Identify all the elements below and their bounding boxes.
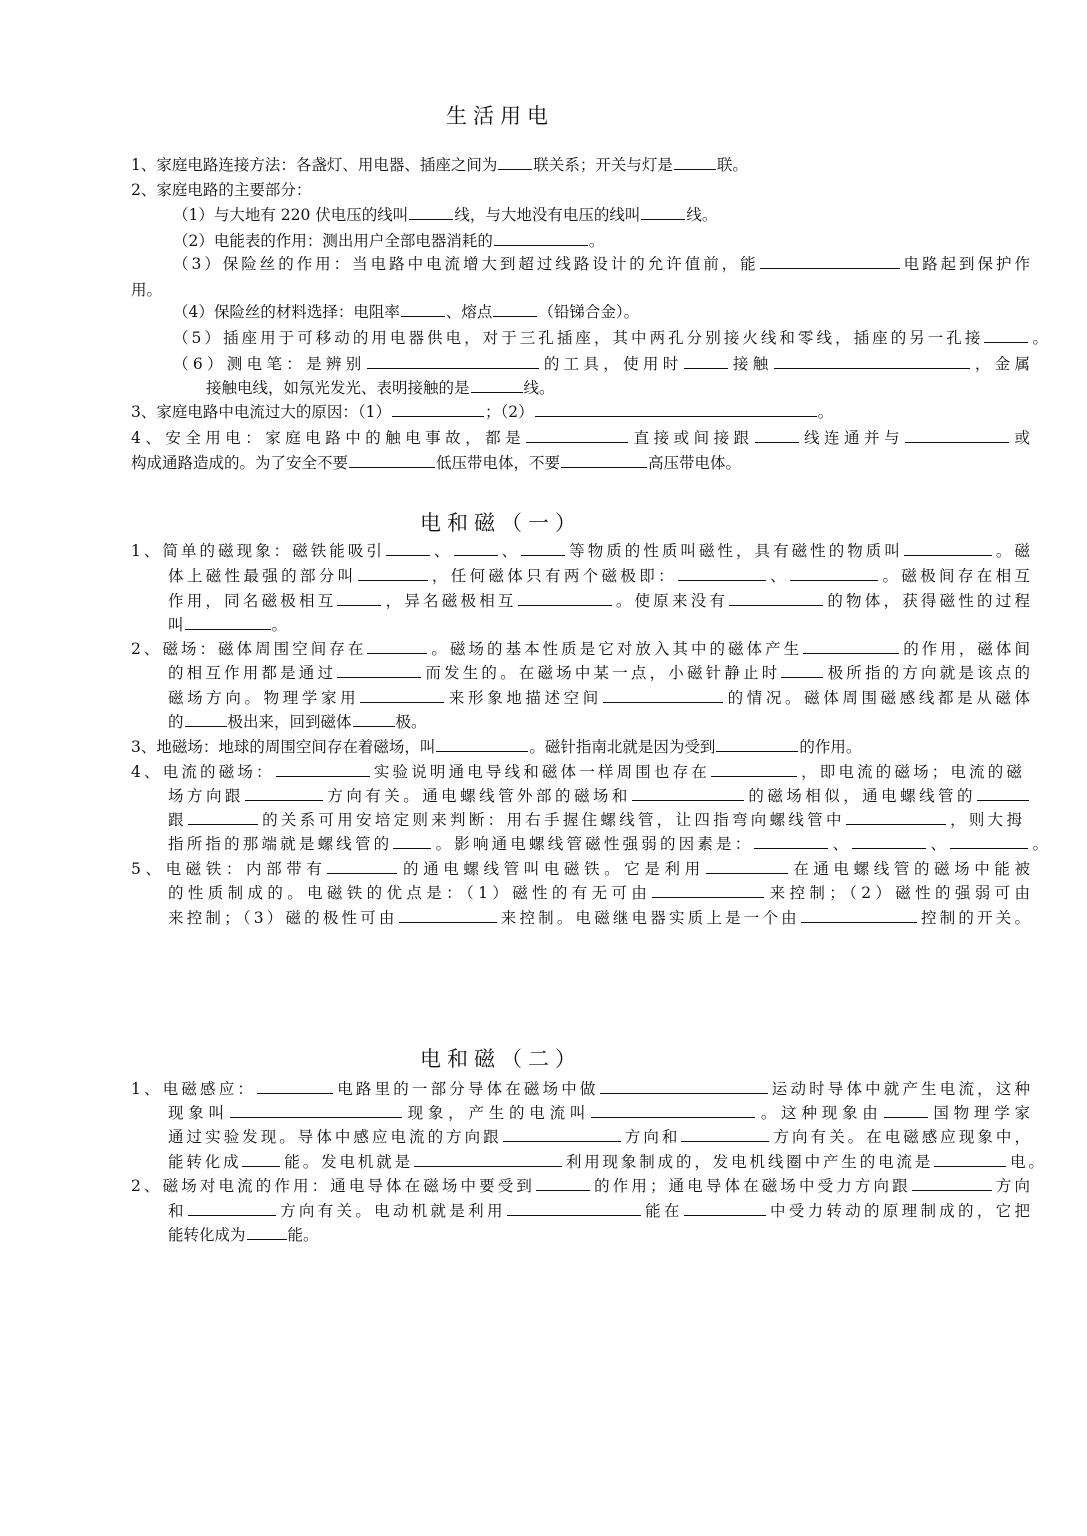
worksheet-line [168, 613, 287, 637]
answer-blank[interactable] [327, 857, 397, 874]
question-text: 、 [766, 567, 790, 585]
worksheet-line [131, 400, 833, 424]
answer-blank[interactable] [494, 229, 588, 246]
question-text: 方向 [992, 1177, 1030, 1195]
answer-blank[interactable] [536, 1174, 590, 1191]
answer-blank[interactable] [507, 1199, 641, 1216]
question-text: 的相互作用都是通过 [168, 664, 337, 682]
answer-blank[interactable] [188, 1199, 276, 1216]
answer-blank[interactable] [245, 784, 323, 801]
answer-blank[interactable] [934, 1150, 1006, 1167]
answer-blank[interactable] [526, 426, 628, 443]
worksheet-line [131, 857, 1030, 881]
question-text: 的 [168, 713, 184, 731]
question-text: 电。 [1007, 1153, 1044, 1171]
answer-blank[interactable] [493, 300, 537, 317]
worksheet-line [168, 686, 1030, 710]
worksheet-line [173, 203, 717, 227]
worksheet-line [131, 153, 748, 177]
answer-blank[interactable] [884, 1101, 928, 1118]
question-text: 1、简单的磁现象：磁铁能吸引 [131, 542, 385, 560]
question-text: 1、电磁感应： [131, 1080, 257, 1098]
question-text: 接触 [728, 355, 773, 373]
question-text: 场方向跟 [168, 787, 244, 805]
answer-blank[interactable] [503, 1125, 621, 1142]
answer-blank[interactable] [185, 710, 227, 727]
question-text: 作用，同名磁极相互 [168, 592, 337, 610]
worksheet-line [168, 589, 1030, 613]
question-text: 2、磁场对电流的作用：通电导体在磁场中要受到 [131, 1177, 536, 1195]
answer-blank[interactable] [230, 1101, 402, 1118]
question-text: 的通电螺线管叫电磁铁。它是利用 [398, 860, 705, 878]
worksheet-line [168, 661, 1030, 685]
answer-blank[interactable] [781, 661, 823, 678]
answer-blank[interactable] [498, 153, 532, 170]
question-text: 。使原来没有 [612, 592, 729, 610]
question-text: 。磁针指南北就是因为受到 [529, 738, 716, 756]
question-text: 、 [829, 835, 852, 853]
answer-blank[interactable] [600, 1077, 768, 1094]
answer-blank[interactable] [706, 857, 788, 874]
answer-blank[interactable] [591, 1101, 755, 1118]
question-text: 来形象地描述空间 [445, 689, 602, 707]
question-text: 用。 [131, 281, 163, 299]
answer-blank[interactable] [471, 376, 523, 393]
question-text: 。 [1029, 835, 1048, 853]
answer-blank[interactable] [247, 1223, 287, 1240]
worksheet-line [168, 1150, 1044, 1174]
answer-blank[interactable] [711, 760, 797, 777]
section-title-household-electricity: 生活用电 [446, 104, 554, 128]
answer-blank[interactable] [852, 832, 926, 849]
question-text: 联。 [716, 156, 748, 174]
question-text: ；（2） [484, 403, 534, 421]
worksheet-line [168, 832, 1048, 856]
answer-blank[interactable] [603, 686, 723, 703]
question-text: （5）插座用于可移动的用电器供电，对于三孔插座，其中两孔分别接火线和零线，插座的另一孔接 [173, 329, 984, 347]
question-text: （3）保险丝的作用：当电路中电流增大到超过线路设计的允许值前，能 [173, 255, 759, 273]
answer-blank[interactable] [360, 686, 444, 703]
answer-blank[interactable] [846, 808, 946, 825]
worksheet-line [173, 352, 1030, 376]
question-text: 中受力转动的原理制成的，它把 [766, 1202, 1030, 1220]
question-text: 的磁场相似，通电螺线管的 [744, 787, 976, 805]
question-text: 4、安全用电：家庭电路中的触电事故，都是 [131, 429, 526, 447]
answer-blank[interactable] [905, 426, 1009, 443]
question-text: 的物体，获得磁性的过程 [824, 592, 1030, 610]
question-text: 联关系；开关与灯是 [533, 156, 673, 174]
answer-blank[interactable] [790, 564, 878, 581]
question-text: 高压带电体。 [648, 454, 742, 472]
answer-blank[interactable] [185, 613, 271, 630]
answer-blank[interactable] [535, 400, 817, 417]
question-text: 指所指的那端就是螺线管的 [168, 835, 393, 853]
worksheet-line [168, 564, 1030, 588]
worksheet-line [131, 637, 1030, 661]
question-text: （6）测电笔：是辨别 [173, 355, 366, 373]
question-text: 低压带电体，不要 [436, 454, 561, 472]
question-text: 的关系可用安培定则来判断：用右手握住螺线管，让四指弯向螺线管中 [258, 811, 845, 829]
question-text: 的性质制成的。电磁铁的优点是：（1）磁性的有无可由 [168, 884, 652, 902]
question-text: 和 [168, 1202, 187, 1220]
question-text: 控制的开关。 [917, 909, 1030, 927]
question-text: 的作用，磁体间 [900, 640, 1030, 658]
worksheet-line [168, 1125, 1030, 1149]
question-text: 的作用。 [799, 738, 862, 756]
question-text: 的作用；通电导体在磁场中受力方向跟 [591, 1177, 911, 1195]
question-text: 通过实验发现。导体中感应电流的方向跟 [168, 1128, 502, 1146]
question-text: 现象，产生的电流叫 [402, 1104, 591, 1122]
answer-blank[interactable] [984, 326, 1028, 343]
answer-blank[interactable] [367, 637, 427, 654]
question-text: 或 [1009, 429, 1030, 447]
worksheet-line [206, 376, 555, 400]
question-text: ，异名磁极相互 [382, 592, 517, 610]
worksheet-line [131, 1077, 1030, 1101]
answer-blank[interactable] [904, 539, 992, 556]
answer-blank[interactable] [358, 564, 428, 581]
answer-blank[interactable] [257, 1077, 333, 1094]
question-text: 、 [430, 542, 453, 560]
answer-blank[interactable] [518, 589, 612, 606]
answer-blank[interactable] [353, 710, 395, 727]
section-title-electricity-magnetism-2: 电和磁（二） [420, 1047, 582, 1071]
answer-blank[interactable] [912, 1174, 992, 1191]
worksheet-line [131, 1174, 1030, 1198]
question-text: 电路起到保护作 [900, 255, 1030, 273]
worksheet-line [131, 451, 741, 475]
question-text: 。 [271, 616, 288, 634]
worksheet-line [168, 1101, 1030, 1125]
question-text: 叫 [168, 616, 184, 634]
question-text: 构成通路造成的。为了安全不要 [131, 454, 349, 472]
answer-blank[interactable] [409, 203, 453, 220]
question-text: 跟 [168, 811, 187, 829]
answer-blank[interactable] [349, 451, 435, 468]
question-text: 方向有关。在电磁感应现象中， [770, 1128, 1030, 1146]
question-text: 极出来，回到磁体 [227, 713, 352, 731]
answer-blank[interactable] [401, 300, 445, 317]
question-text: （1）与大地有 220 伏电压的线叫 [173, 206, 409, 224]
answer-blank[interactable] [774, 352, 970, 369]
answer-blank[interactable] [674, 153, 716, 170]
worksheet-line [131, 539, 1030, 563]
question-text: ，金属 [970, 355, 1030, 373]
question-text: （4）保险丝的材料选择：电阻率 [173, 303, 400, 321]
question-text: 等物质的性质叫磁性，具有磁性的物质叫 [566, 542, 903, 560]
answer-blank[interactable] [337, 589, 381, 606]
question-text: 、熔点 [445, 303, 493, 321]
answer-blank[interactable] [632, 784, 744, 801]
worksheet-line [173, 252, 1030, 276]
question-text: 线。 [523, 379, 555, 397]
answer-blank[interactable] [641, 203, 685, 220]
answer-blank[interactable] [950, 832, 1028, 849]
answer-blank[interactable] [803, 637, 899, 654]
worksheet-line [168, 784, 1030, 808]
answer-blank[interactable] [521, 539, 565, 556]
answer-blank[interactable] [399, 906, 497, 923]
answer-blank[interactable] [977, 784, 1029, 801]
answer-blank[interactable] [276, 760, 370, 777]
answer-blank[interactable] [436, 735, 528, 752]
question-text: 3、家庭电路中电流过大的原因：（1） [131, 403, 391, 421]
question-text: 电路里的一部分导体在磁场中做 [334, 1080, 599, 1098]
answer-blank[interactable] [754, 832, 828, 849]
question-text: 的工具，使用时 [539, 355, 683, 373]
question-text: 、 [498, 542, 521, 560]
question-text: 直接或间接跟 [629, 429, 754, 447]
question-text: 。影响通电螺线管磁性强弱的因素是： [432, 835, 754, 853]
worksheet-line [168, 906, 1030, 930]
question-text: 3、地磁场：地球的周围空间存在着磁场，叫 [131, 738, 436, 756]
answer-blank[interactable] [414, 1150, 562, 1167]
question-text: 。这种现象由 [756, 1104, 883, 1122]
question-text: 能在 [641, 1202, 683, 1220]
question-text: 方向有关。通电螺线管外部的磁场和 [323, 787, 631, 805]
worksheet-line [168, 1199, 1030, 1223]
question-text: 的情况。磁体周围磁感线都是从磁体 [723, 689, 1030, 707]
question-text: 体上磁性最强的部分叫 [168, 567, 357, 585]
question-text: 运动时导体中就产生电流，这种 [768, 1080, 1030, 1098]
question-text: ，任何磁体只有两个磁极即： [428, 567, 677, 585]
worksheet-line [168, 1223, 319, 1247]
answer-blank[interactable] [561, 451, 647, 468]
question-text: 。磁 [992, 542, 1030, 560]
answer-blank[interactable] [716, 735, 798, 752]
question-text: 5、电磁铁：内部带有 [131, 860, 327, 878]
worksheet-line [173, 300, 639, 324]
answer-blank[interactable] [242, 1150, 280, 1167]
answer-blank[interactable] [760, 252, 900, 269]
question-text: 线，与大地没有电压的线叫 [454, 206, 641, 224]
question-text: 1、家庭电路连接方法：各盏灯、用电器、插座之间为 [131, 156, 498, 174]
question-text: 在通电螺线管的磁场中能被 [788, 860, 1030, 878]
question-text: 国物理学家 [928, 1104, 1030, 1122]
question-text: 极所指的方向就是该点的 [824, 664, 1030, 682]
question-text: 能。 [287, 1226, 319, 1244]
question-text: 2、家庭电路的主要部分： [131, 181, 312, 199]
question-text: （铅锑合金）。 [538, 303, 640, 321]
question-text: ，即电流的磁场；电流的磁 [797, 763, 1022, 781]
worksheet-line [131, 760, 1022, 784]
question-text: 线。 [686, 206, 718, 224]
answer-blank[interactable] [188, 808, 258, 825]
answer-blank[interactable] [684, 352, 728, 369]
worksheet-line [131, 735, 861, 759]
question-text: 。磁极间存在相互 [879, 567, 1030, 585]
question-text: 、 [927, 835, 950, 853]
question-text: （2）电能表的作用：测出用户全部电器消耗的 [173, 232, 493, 250]
question-text: 现象叫 [168, 1104, 229, 1122]
question-text: 4、电流的磁场： [131, 763, 275, 781]
question-text: 而发生的。在磁场中某一点，小磁针静止时 [422, 664, 781, 682]
answer-blank[interactable] [454, 539, 498, 556]
question-text: 方向和 [621, 1128, 681, 1146]
question-text: 。 [817, 403, 834, 421]
worksheet-line [131, 278, 162, 302]
worksheet-line [168, 808, 1022, 832]
question-text: 能转化成 [168, 1153, 242, 1171]
worksheet-line [173, 229, 604, 253]
worksheet-line [168, 710, 427, 734]
question-text: 能转化成为 [168, 1226, 246, 1244]
question-text: 利用现象制成的，发电机线圈中产生的电流是 [562, 1153, 934, 1171]
worksheet-line [168, 881, 1030, 905]
answer-blank[interactable] [393, 832, 431, 849]
worksheet-line [131, 426, 1030, 450]
answer-blank[interactable] [386, 539, 430, 556]
question-text: 来控制；（3）磁的极性可由 [168, 909, 398, 927]
question-text: 磁场方向。物理学家用 [168, 689, 360, 707]
question-text: 来控制。电磁继电器实质上是一个由 [497, 909, 800, 927]
question-text: 接触电线，如氖光发光、表明接触的是 [206, 379, 470, 397]
answer-blank[interactable] [337, 661, 421, 678]
question-text: 极。 [395, 713, 427, 731]
answer-blank[interactable] [684, 1199, 766, 1216]
answer-blank[interactable] [367, 352, 539, 369]
question-text: 。磁场的基本性质是它对放入其中的磁体产生 [428, 640, 803, 658]
worksheet-line [173, 326, 1048, 350]
question-text: 来控制；（2）磁性的强弱可由 [765, 884, 1030, 902]
question-text: 2、磁场：磁体周围空间存在 [131, 640, 367, 658]
question-text: ，则大拇 [946, 811, 1022, 829]
answer-blank[interactable] [729, 589, 823, 606]
answer-blank[interactable] [652, 881, 764, 898]
question-text: 实验说明通电导线和磁体一样周围也存在 [370, 763, 710, 781]
answer-blank[interactable] [392, 400, 484, 417]
worksheet-line [131, 178, 311, 202]
question-text: 。 [588, 232, 605, 250]
question-text: 线连通并与 [799, 429, 904, 447]
answer-blank[interactable] [755, 426, 799, 443]
answer-blank[interactable] [681, 1125, 769, 1142]
answer-blank[interactable] [678, 564, 766, 581]
question-text: 能。发电机就是 [281, 1153, 413, 1171]
question-text: 方向有关。电动机就是利用 [276, 1202, 506, 1220]
section-title-electricity-magnetism-1: 电和磁（一） [420, 511, 582, 535]
answer-blank[interactable] [801, 906, 917, 923]
question-text: 。 [1029, 329, 1048, 347]
